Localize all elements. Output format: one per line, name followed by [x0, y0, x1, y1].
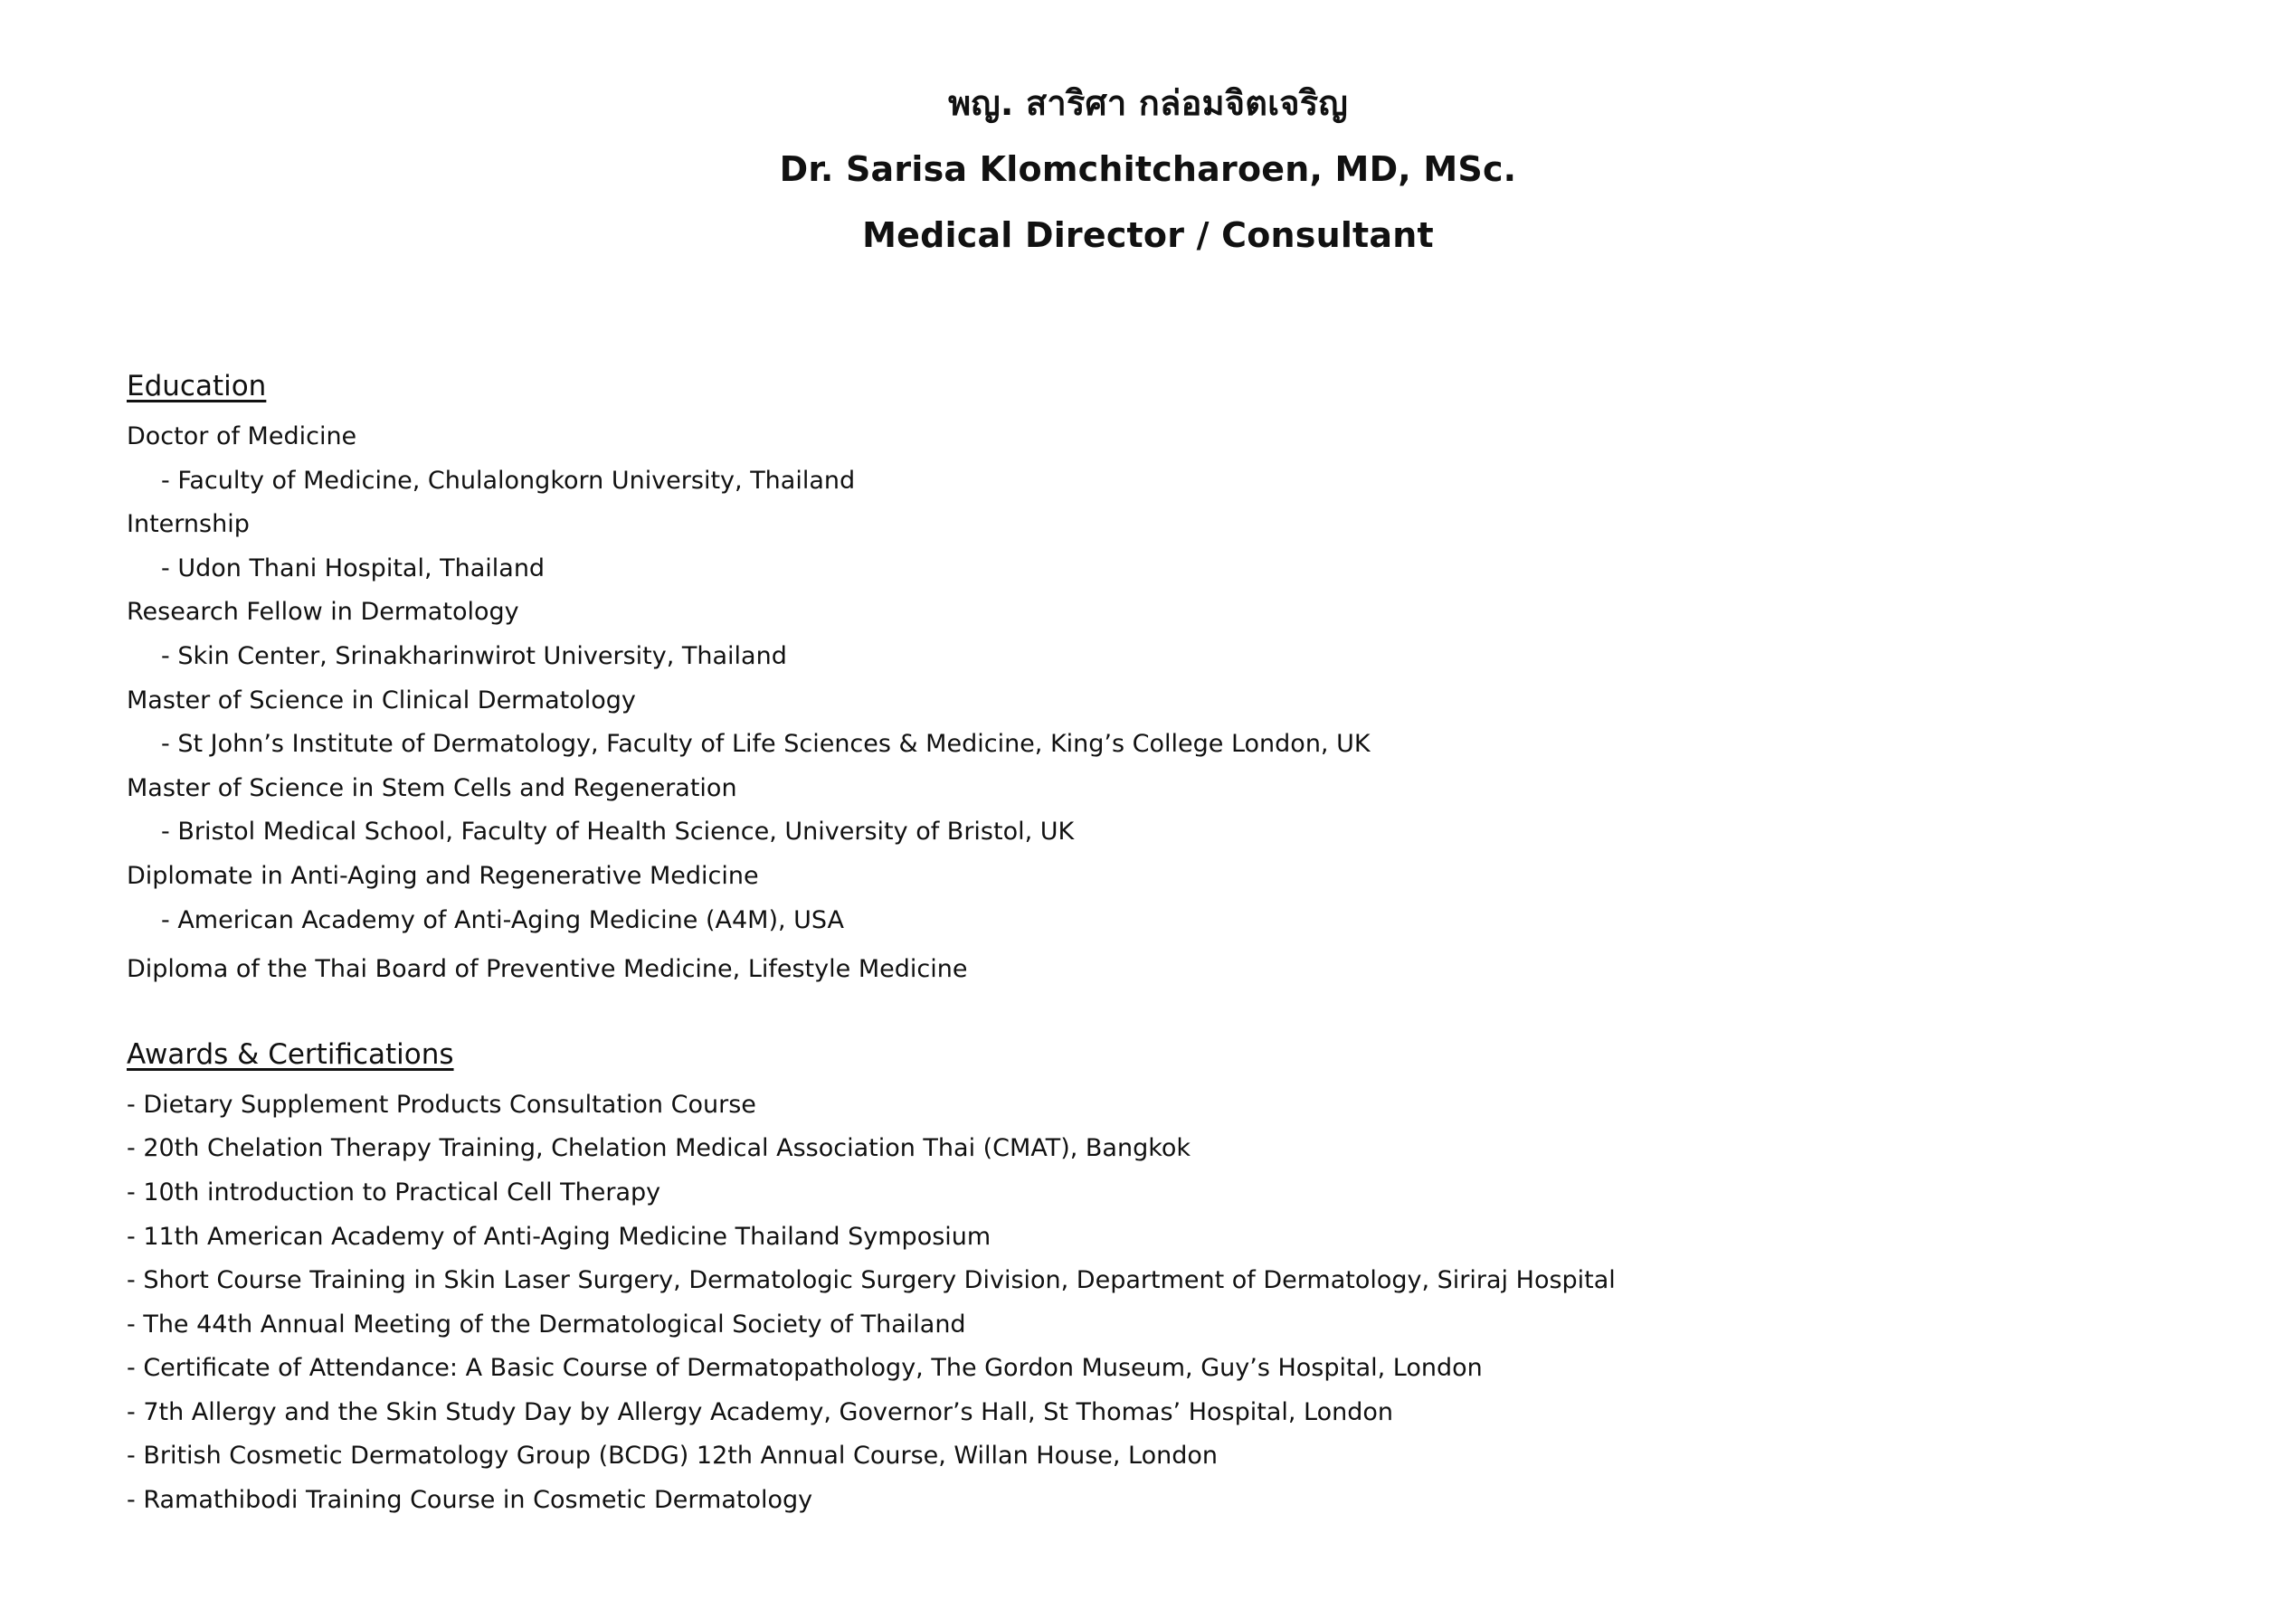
degree: Master of Science in Stem Cells and Regeneration [127, 773, 737, 802]
position-title: Medical Director / Consultant [862, 215, 1434, 255]
degree: Diplomate in Anti-Aging and Regenerative Medicine [127, 861, 759, 890]
degree: Master of Science in Clinical Dermatology [127, 686, 636, 714]
award-item: - 10th introduction to Practical Cell Therapy [127, 1178, 661, 1206]
award-item: - Certificate of Attendance: A Basic Course of Dermatopathology, The Gordon Museum, Guy’s Hospital, London [127, 1354, 1483, 1383]
degree: Research Fellow in Dermatology [127, 598, 519, 627]
award-item: - 11th American Academy of Anti-Aging Medicine Thailand Symposium [127, 1222, 991, 1251]
institution: - Bristol Medical School, Faculty of Health Science, University of Bristol, UK [161, 818, 1075, 847]
award-item: - Short Course Training in Skin Laser Surgery, Dermatologic Surgery Division, Department of Dermatology, Siriraj Hospital [127, 1266, 1616, 1295]
awards-section [127, 1030, 2207, 1523]
board-diploma: Diploma of the Thai Board of Preventive Medicine, Lifestyle Medicine [127, 955, 968, 984]
degree: Doctor of Medicine [127, 422, 357, 450]
education-entry [127, 503, 2207, 591]
education-section [127, 362, 2207, 992]
institution: - St John’s Institute of Dermatology, Faculty of Life Sciences & Medicine, King’s College London, UK [161, 730, 1371, 759]
document-body [127, 362, 2207, 1523]
title-block [0, 71, 2296, 269]
awards-heading: Awards & Certifications [127, 1037, 454, 1071]
institution: - Faculty of Medicine, Chulalongkorn University, Thailand [161, 466, 856, 495]
degree: Internship [127, 510, 250, 539]
award-item: - Ramathibodi Training Course in Cosmetic Dermatology [127, 1486, 813, 1515]
education-entry [127, 415, 2207, 503]
award-item: - 20th Chelation Therapy Training, Chelation Medical Association Thai (CMAT), Bangkok [127, 1134, 1191, 1163]
education-entry [127, 591, 2207, 678]
institution: - American Academy of Anti-Aging Medicine (A4M), USA [161, 905, 845, 934]
award-item: - British Cosmetic Dermatology Group (BCDG) 12th Annual Course, Willan House, London [127, 1442, 1219, 1471]
award-item: - Dietary Supplement Products Consultation Course [127, 1090, 756, 1119]
award-item: - 7th Allergy and the Skin Study Day by Allergy Academy, Governor’s Hall, St Thomas’ Hospital, London [127, 1397, 1394, 1426]
thai-name: พญ. สาริศา กล่อมจิตเจริญ [948, 83, 1348, 123]
education-heading: Education [127, 370, 267, 402]
english-name: Dr. Sarisa Klomchitcharoen, MD, MSc. [779, 149, 1517, 189]
education-entry [127, 679, 2207, 767]
institution: - Udon Thani Hospital, Thailand [161, 554, 546, 582]
education-entry [127, 855, 2207, 942]
education-entry [127, 767, 2207, 855]
institution: - Skin Center, Srinakharinwirot University, Thailand [161, 641, 787, 670]
award-item: - The 44th Annual Meeting of the Dermatological Society of Thailand [127, 1310, 966, 1339]
